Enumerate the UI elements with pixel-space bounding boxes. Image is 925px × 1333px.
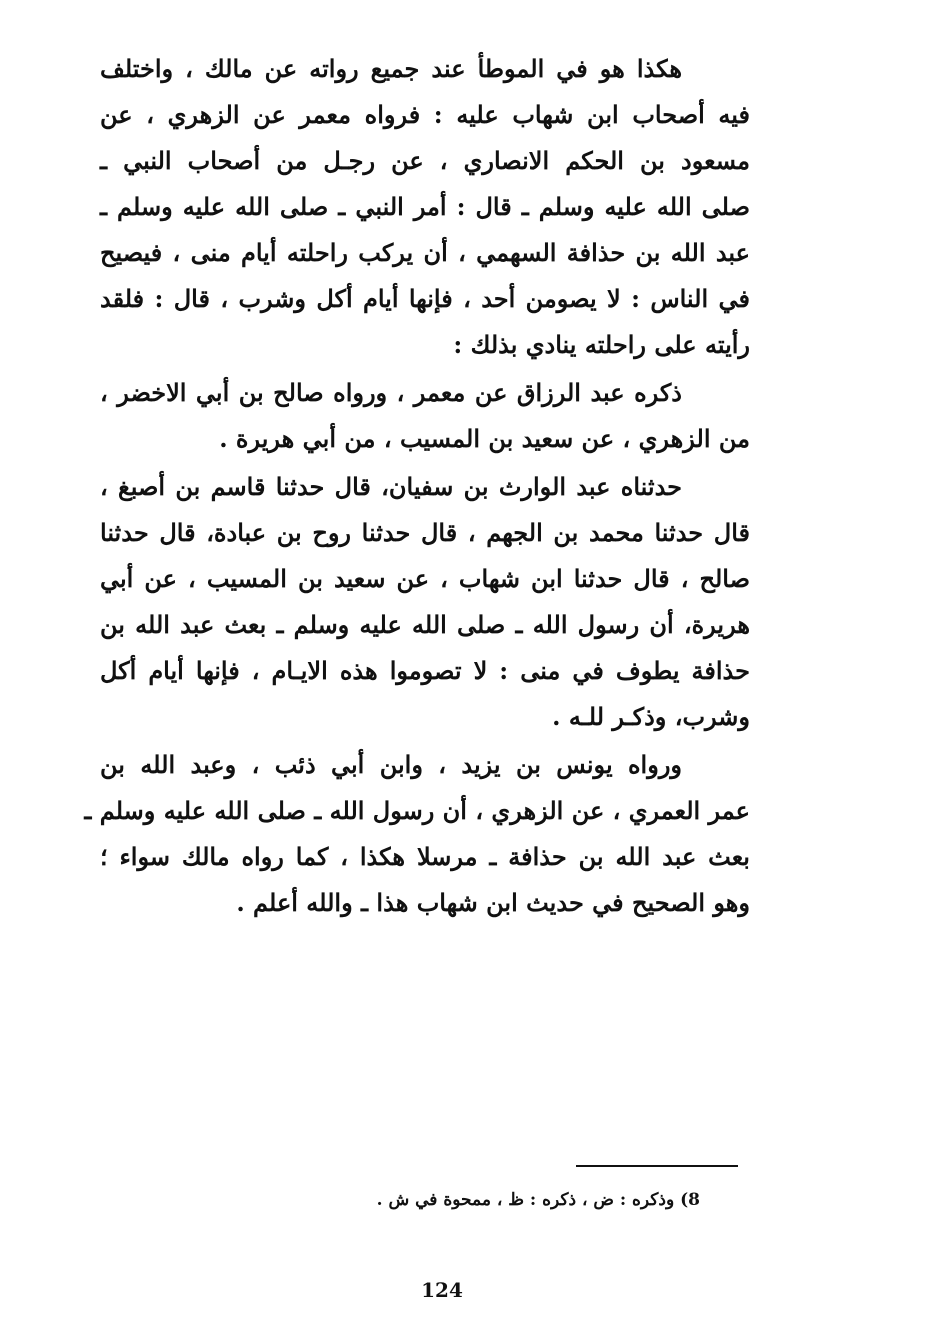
text-line: فيه أصحاب ابن شهاب عليه : فرواه معمر عن الزهري ، عن	[100, 100, 750, 129]
text-line: هكذا هو في الموطأ عند جميع رواته عن مالك ، واختلف	[100, 54, 682, 83]
text-line: عبد الله بن حذافة السهمي ، أن يركب راحلته أيام منى ، فيصيح	[100, 238, 750, 267]
text-line: مسعود بن الحكم الانصاري ، عن رجـل من أصحاب النبي ـ	[100, 146, 750, 175]
text-line: وشرب، وذكـر للـه .	[552, 702, 750, 731]
text-line: حدثناه عبد الوارث بن سفيان، قال حدثنا قاسم بن أصبغ ،	[100, 472, 682, 501]
text-line: عمر العمري ، عن الزهري ، أن رسول الله ـ صلى الله عليه وسلم ـ	[84, 796, 750, 825]
text-line: حذافة يطوف في منى : لا تصوموا هذه الايـام ، فإنها أيام أكل	[100, 656, 750, 685]
text-line: ذكره عبد الرزاق عن معمر ، ورواه صالح بن أبي الاخضر ،	[100, 378, 682, 407]
paragraph-4	[84, 742, 750, 926]
text-line: في الناس : لا يصومن أحد ، فإنها أيام أكل وشرب ، قال : فلقد	[100, 284, 750, 313]
text-line: قال حدثنا محمد بن الجهم ، قال حدثنا روح بن عبادة، قال حدثنا	[100, 518, 750, 547]
text-line: بعث عبد الله بن حذافة ـ مرسلا هكذا ، كما رواه مالك سواء ؛	[100, 842, 750, 871]
text-line: صالح ، قال حدثنا ابن شهاب ، عن سعيد بن المسيب ، عن أبي	[100, 564, 750, 593]
text-line: من الزهري ، عن سعيد بن المسيب ، من أبي هريرة .	[219, 424, 750, 453]
text-line: وهو الصحيح في حديث ابن شهاب هذا ـ والله أعلم .	[236, 888, 750, 917]
footnote: 8) وذكره : ض ، ذكره : ظ ، ممحوة في ش .	[376, 1190, 700, 1210]
paragraph-1	[100, 46, 750, 368]
footnote-divider	[576, 1165, 738, 1167]
main-text	[84, 46, 750, 926]
text-line: رأيته على راحلته ينادي بذلك :	[453, 330, 750, 359]
paragraph-2	[100, 370, 750, 462]
text-line: ورواه يونس بن يزيد ، وابن أبي ذئب ، وعبد الله بن	[100, 750, 682, 779]
text-line: هريرة، أن رسول الله ـ صلى الله عليه وسلم ـ بعث عبد الله بن	[100, 610, 750, 639]
paragraph-3	[100, 464, 750, 740]
page-number: 124	[421, 1278, 463, 1302]
text-line: صلى الله عليه وسلم ـ قال : أمر النبي ـ صلى الله عليه وسلم ـ	[100, 192, 750, 221]
